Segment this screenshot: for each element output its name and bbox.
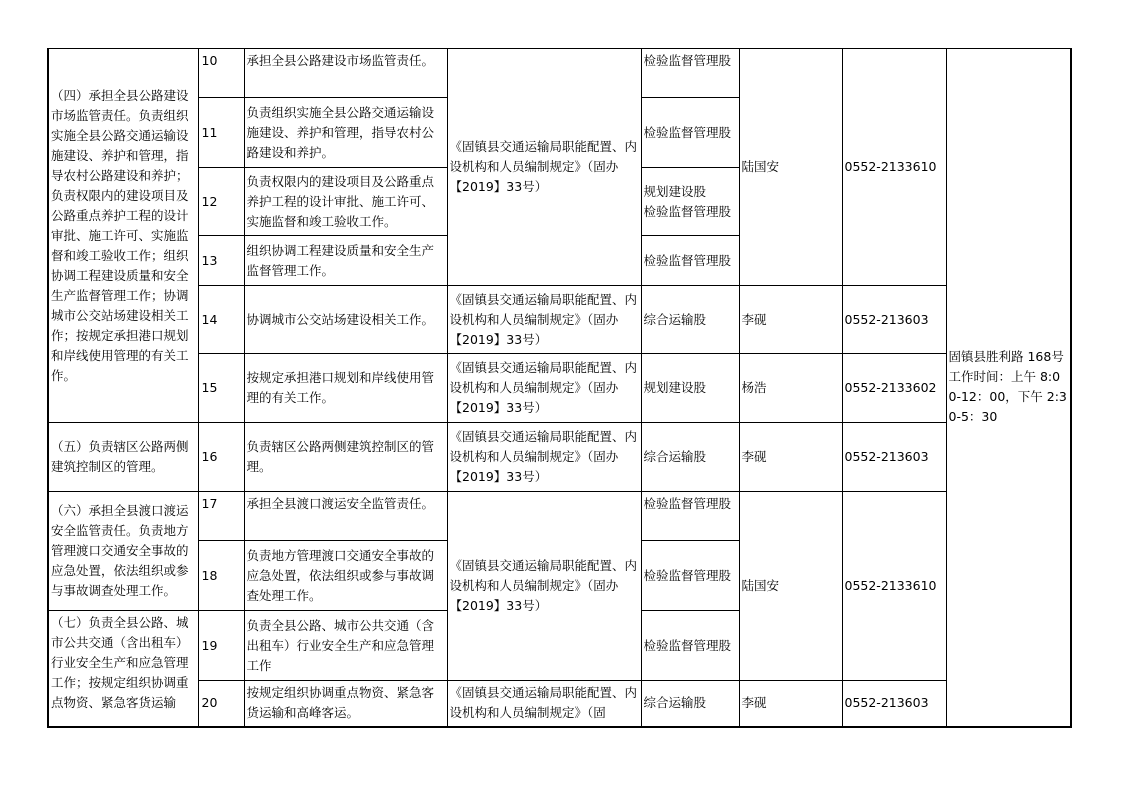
row-dept [641,168,739,236]
row-dept-text: 规划建设股 检验监督管理股 [643,183,732,219]
row-person: 李砚 [739,286,842,354]
address-cell [946,49,1071,727]
row-content: 按规定组织协调重点物资、紧急客货运输和高峰客运。 [244,681,447,727]
table-row [48,286,1071,354]
row-number: 13 [198,236,244,286]
table-row [48,681,1071,727]
row-content: 负责组织实施全县公路交通运输设施建设、养护和管理，指导农村公路建设和养护。 [244,98,447,168]
row-number: 20 [198,681,244,727]
table-row [48,492,1071,541]
row-basis: 《固镇县交通运输局职能配置、内设机构和人员编制规定》（固办【2019】33号） [447,423,641,492]
row-dept: 综合运输股 [641,423,739,492]
address-text: 固镇县胜利路 168号 工作时间：上午 8:00-12：00，下午 2:30-5：30 [948,349,1067,425]
row-basis: 《固镇县交通运输局职能配置、内设机构和人员编制规定》（固办【2019】33号） [447,354,641,423]
row-number: 15 [198,354,244,423]
row-number: 19 [198,611,244,681]
basis-cell-a: 《固镇县交通运输局职能配置、内设机构和人员编制规定》（固办【2019】33号） [447,49,641,286]
row-content: 负责全县公路、城市公共交通（含出租车）行业安全生产和应急管理工作 [244,611,447,681]
person-cell-b: 陆国安 [739,492,842,681]
row-content: 负责地方管理渡口交通安全事故的应急处置，依法组织或参与事故调查处理工作。 [244,541,447,611]
row-number: 16 [198,423,244,492]
row-content: 按规定承担港口规划和岸线使用管理的有关工作。 [244,354,447,423]
row-content: 负责权限内的建设项目及公路重点养护工程的设计审批、施工许可、实施监督和竣工验收工作。 [244,168,447,236]
row-dept: 综合运输股 [641,681,739,727]
row-phone: 0552-213603 [842,286,946,354]
basis-cell-b: 《固镇县交通运输局职能配置、内设机构和人员编制规定》（固办【2019】33号） [447,492,641,681]
row-number: 18 [198,541,244,611]
row-number: 17 [198,492,244,541]
row-dept: 规划建设股 [641,354,739,423]
row-content: 负责辖区公路两侧建筑控制区的管理。 [244,423,447,492]
row-person: 杨浩 [739,354,842,423]
responsibility-table [47,48,1072,728]
group-5-cell: （五）负责辖区公路两侧建筑控制区的管理。 [48,423,198,492]
person-cell-a: 陆国安 [739,49,842,286]
row-dept: 检验监督管理股 [641,541,739,611]
row-basis-text: 《固镇县交通运输局职能配置、内设机构和人员编制规定》（固 [449,685,638,720]
row-number: 11 [198,98,244,168]
row-person: 李砚 [739,423,842,492]
row-dept: 综合运输股 [641,286,739,354]
table-row [48,354,1071,423]
phone-cell-a: 0552-2133610 [842,49,946,286]
row-number: 10 [198,49,244,98]
row-basis: 《固镇县交通运输局职能配置、内设机构和人员编制规定》（固办【2019】33号） [447,286,641,354]
row-number: 14 [198,286,244,354]
table-row [48,423,1071,492]
group-7-cell [48,611,198,727]
row-person: 李砚 [739,681,842,727]
row-content: 承担全县公路建设市场监管责任。 [244,49,447,98]
table-row [48,49,1071,98]
row-dept: 检验监督管理股 [641,49,739,98]
row-dept: 检验监督管理股 [641,236,739,286]
group-7-text: （七）负责全县公路、城市公共交通（含出租车）行业安全生产和应急管理工作；按规定组织协调重点物资、紧急客货运输 [51,615,189,710]
row-content: 组织协调工程建设质量和安全生产监督管理工作。 [244,236,447,286]
row-number: 12 [198,168,244,236]
group-6-cell: （六）承担全县渡口渡运安全监管责任。负责地方管理渡口交通安全事故的应急处置，依法组织或参与事故调查处理工作。 [48,492,198,611]
row-content: 协调城市公交站场建设相关工作。 [244,286,447,354]
row-dept: 检验监督管理股 [641,492,739,541]
row-dept: 检验监督管理股 [641,611,739,681]
row-content: 承担全县渡口渡运安全监管责任。 [244,492,447,541]
row-phone: 0552-213603 [842,423,946,492]
group-4-text: （四）承担全县公路建设市场监管责任。负责组织实施全县公路交通运输设施建设、养护和管理，指导农村公路建设和养护；负责权限内的建设项目及公路重点养护工程的设计审批、施工许可、实施监督和竣工验收工作；组织协调工程建设质量和安全生产监督管理工作；协调城市公交站场建设相关工作；按规定承担港口规划和岸线使用管理的有关工作。 [51,87,189,383]
row-dept: 检验监督管理股 [641,98,739,168]
row-basis [447,681,641,727]
row-phone: 0552-2133602 [842,354,946,423]
row-phone: 0552-213603 [842,681,946,727]
group-4-cell [48,49,198,423]
phone-cell-b: 0552-2133610 [842,492,946,681]
